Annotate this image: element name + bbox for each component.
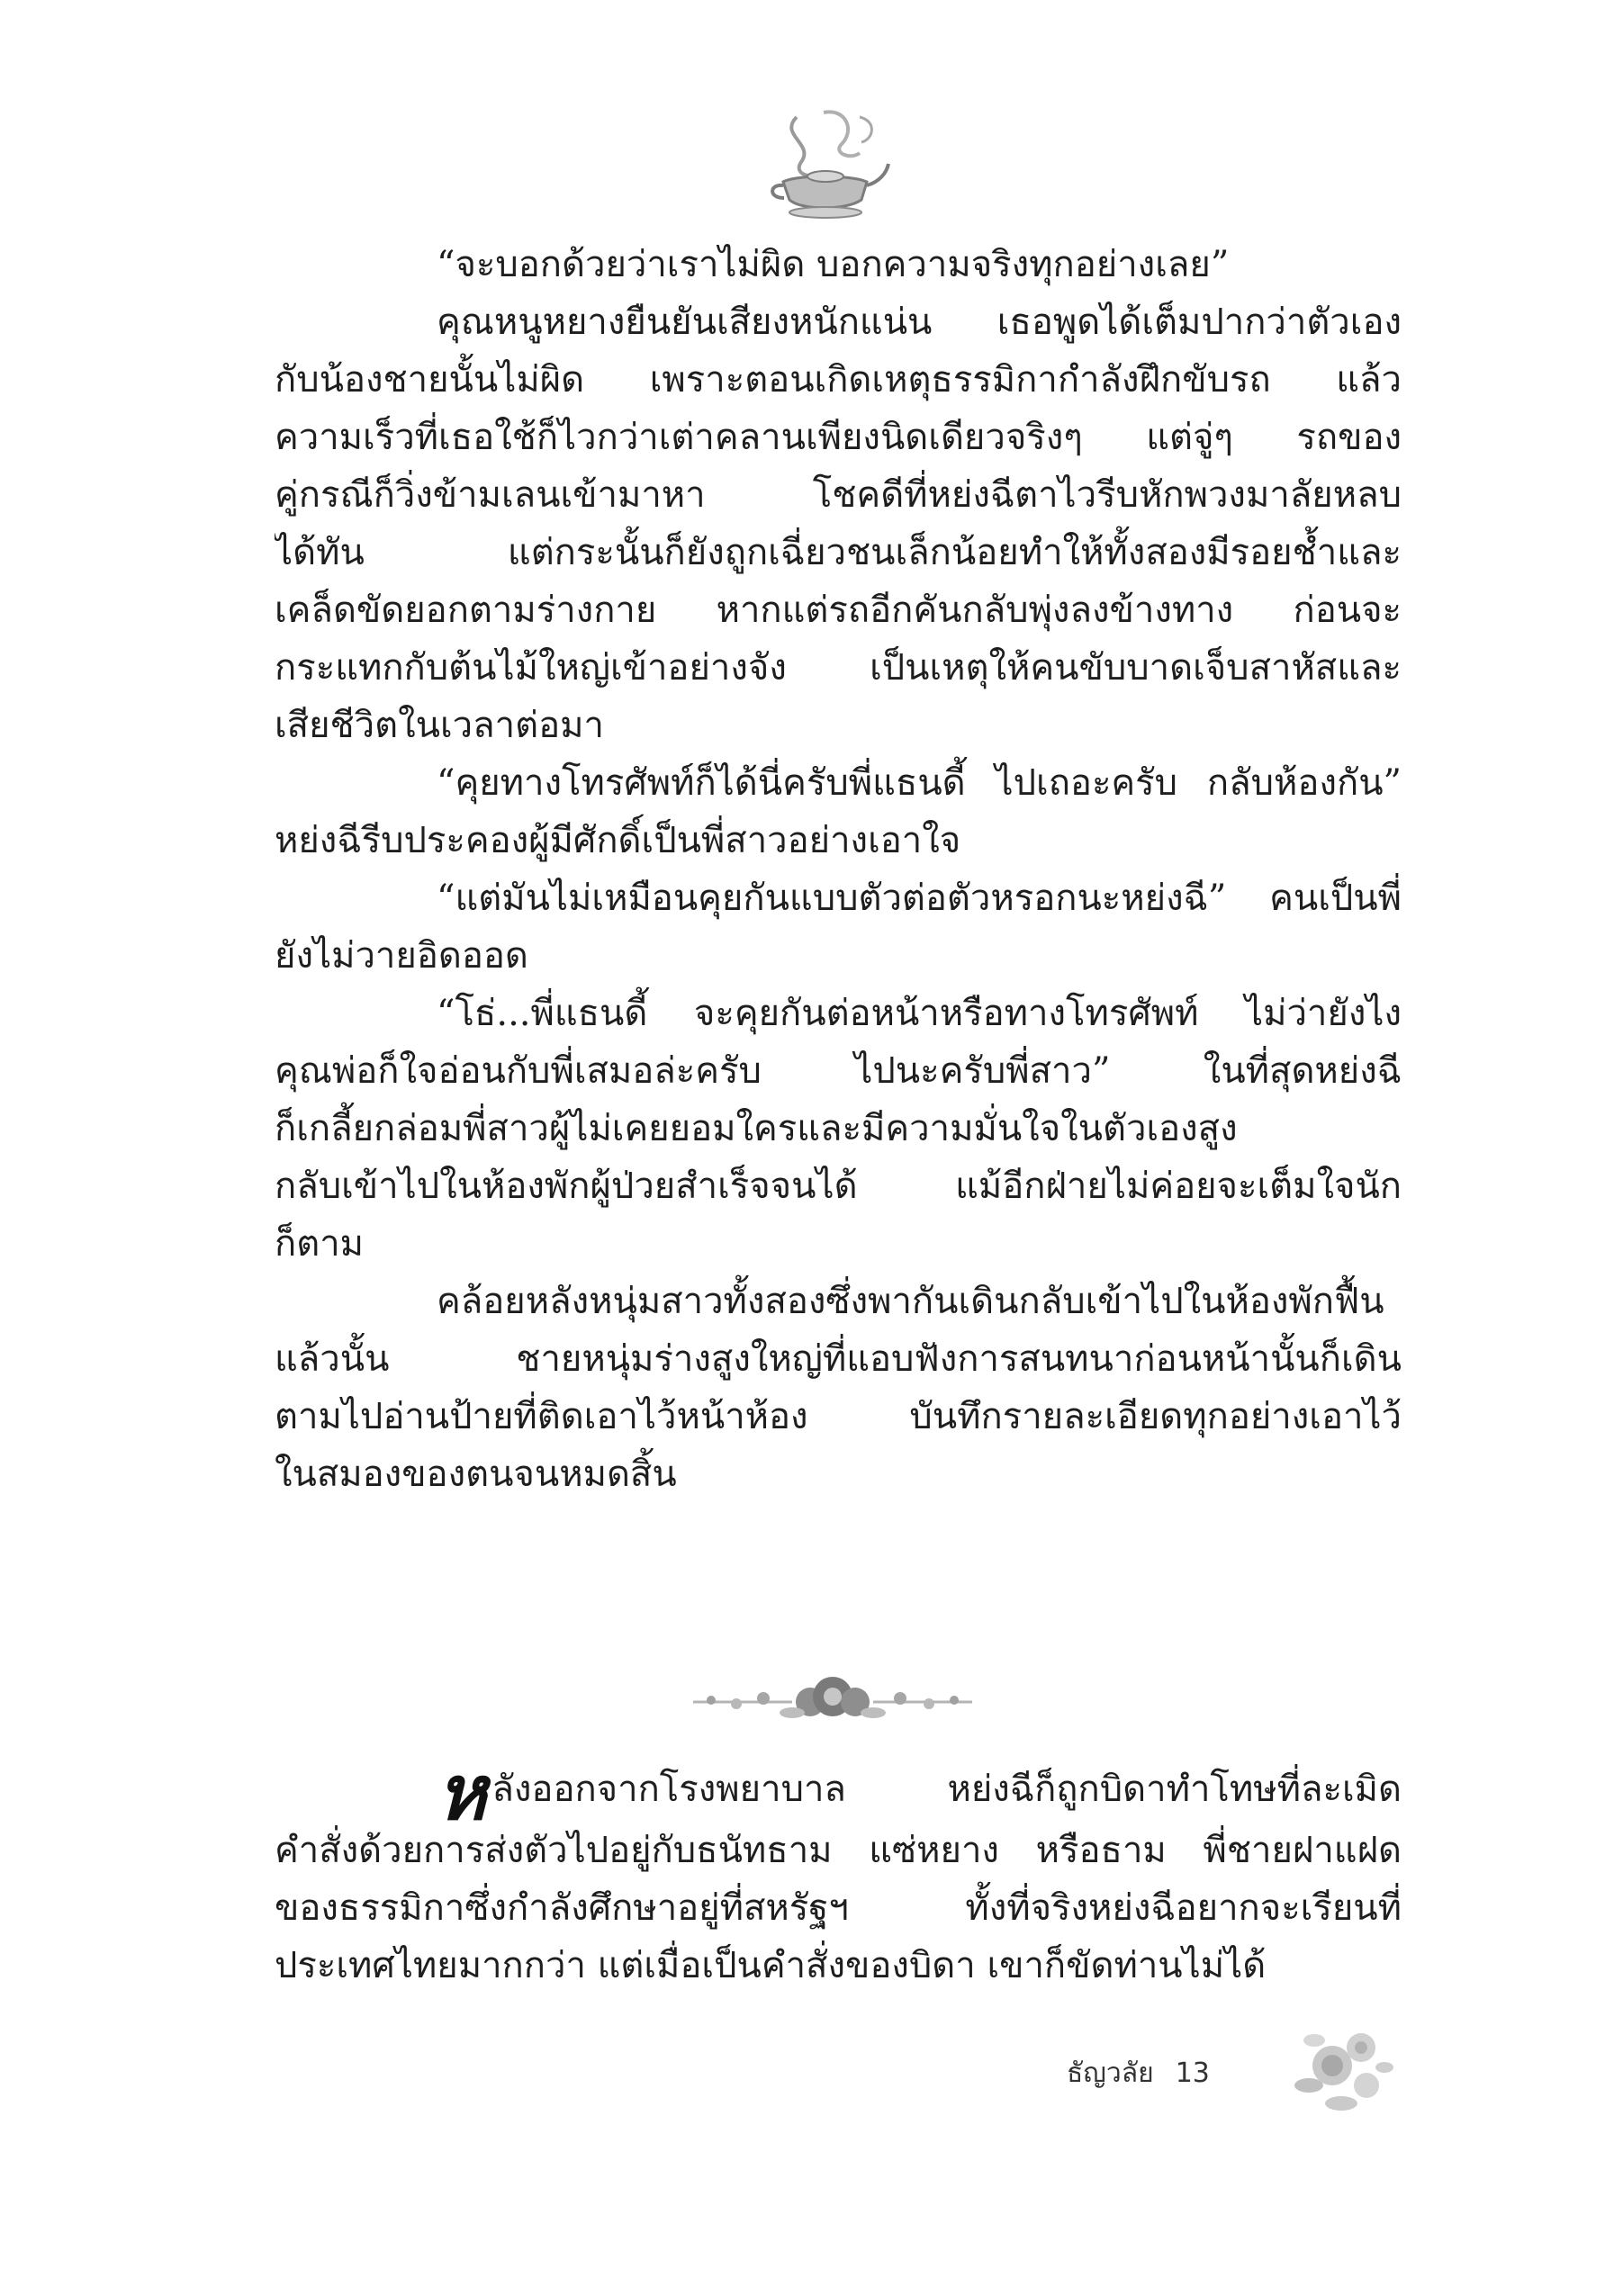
text-line: “คุยทางโทรศัพท์ก็ได้นี่ครับพี่แธนดี้ ไปเถอะครับ กลับห้องกัน”	[437, 762, 1402, 804]
text-line: ความเร็วที่เธอใช้ก็ไวกว่าเต่าคลานเพียงนิดเดียวจริงๆ แต่จู่ๆ รถของ	[275, 417, 1402, 458]
section-two-first-line	[275, 1757, 1402, 1822]
page-number: 13	[1175, 2057, 1210, 2089]
text-line: คุณหนูหยางยืนยันเสียงหนักแน่น เธอพูดได้เต็มปากว่าตัวเอง	[437, 302, 1402, 343]
text-line: ก็ตาม	[275, 1223, 365, 1265]
text-line: คู่กรณีก็วิ่งข้ามเลนเข้ามาหา โชคดีที่หย่งฉีตาไวรีบหักพวงมาลัยหลบ	[275, 474, 1402, 516]
page-footer	[1067, 2050, 1210, 2095]
section-two-line: ของธรรมิกาซึ่งกำลังศึกษาอยู่ที่สหรัฐฯ ทั้งที่จริงหย่งฉีอยากจะเรียนที่	[275, 1887, 1402, 1929]
text-line: ยังไม่วายอิดออด	[275, 935, 528, 977]
text-line: “แต่มันไม่เหมือนคุยกันแบบตัวต่อตัวหรอกนะหย่งฉี” คนเป็นพี่	[437, 878, 1402, 919]
text-line: กลับเข้าไปในห้องพักผู้ป่วยสำเร็จจนได้ แม้อีกฝ่ายไม่ค่อยจะเต็มใจนัก	[275, 1166, 1402, 1207]
text-line: คุณพ่อก็ใจอ่อนกับพี่เสมอล่ะครับ ไปนะครับพี่สาว” ในที่สุดหย่งฉี	[275, 1050, 1402, 1092]
floral-divider-icon	[684, 1670, 981, 1733]
text-line: ตามไปอ่านป้ายที่ติดเอาไว้หน้าห้อง บันทึกรายละเอียดทุกอย่างเอาไว้	[275, 1396, 1402, 1437]
drop-cap: ห	[437, 1757, 487, 1822]
text-line: กระแทกกับต้นไม้ใหญ่เข้าอย่างจัง เป็นเหตุให้คนขับบาดเจ็บสาหัสและ	[275, 647, 1402, 689]
teapot-ornament-icon	[761, 99, 896, 234]
main-text-block	[275, 236, 1402, 1503]
section-two-line: คำสั่งด้วยการส่งตัวไปอยู่กับธนัทธาม แซ่หยาง หรือธาม พี่ชายฝาแฝด	[275, 1830, 1402, 1871]
text-line: หย่งฉีรีบประคองผู้มีศักดิ์เป็นพี่สาวอย่างเอาใจ	[275, 820, 961, 861]
text-line: “จะบอกด้วยว่าเราไม่ผิด บอกความจริงทุกอย่างเลย”	[437, 244, 1230, 285]
text-line: ในสมองของตนจนหมดสิ้น	[275, 1454, 677, 1495]
text-line: “โธ่...พี่แธนดี้ จะคุยกันต่อหน้าหรือทางโทรศัพท์ ไม่ว่ายังไง	[437, 993, 1402, 1034]
text-line: แล้วนั้น ชายหนุ่มร่างสูงใหญ่ที่แอบฟังการสนทนาก่อนหน้านั้นก็เดิน	[275, 1338, 1402, 1380]
book-title: ธัญวลัย	[1067, 2057, 1154, 2089]
section-two-block	[275, 1757, 1402, 1994]
first-line-text: ลังออกจากโรงพยาบาล หย่งฉีก็ถูกบิดาทำโทษที่ละเมิด	[491, 1769, 1402, 1810]
text-line: ก็เกลี้ยกล่อมพี่สาวผู้ไม่เคยยอมใครและมีความมั่นใจในตัวเองสูง	[275, 1108, 1238, 1149]
section-two-line: ประเทศไทยมากกว่า แต่เมื่อเป็นคำสั่งของบิดา เขาก็ขัดท่านไม่ได้	[275, 1945, 1267, 1986]
text-line: ได้ทัน แต่กระนั้นก็ยังถูกเฉี่ยวชนเล็กน้อยทำให้ทั้งสองมีรอยช้ำและ	[275, 532, 1402, 573]
text-line: กับน้องชายนั้นไม่ผิด เพราะตอนเกิดเหตุธรรมิกากำลังฝึกขับรถ แล้ว	[275, 359, 1402, 401]
text-line: เคล็ดขัดยอกตามร่างกาย หากแต่รถอีกคันกลับพุ่งลงข้างทาง ก่อนจะ	[275, 590, 1402, 631]
text-line: คล้อยหลังหนุ่มสาวทั้งสองซึ่งพากันเดินกลับเข้าไปในห้องพักฟื้น	[437, 1281, 1384, 1322]
flower-corner-icon	[1287, 2021, 1395, 2120]
text-line: เสียชีวิตในเวลาต่อมา	[275, 705, 604, 746]
